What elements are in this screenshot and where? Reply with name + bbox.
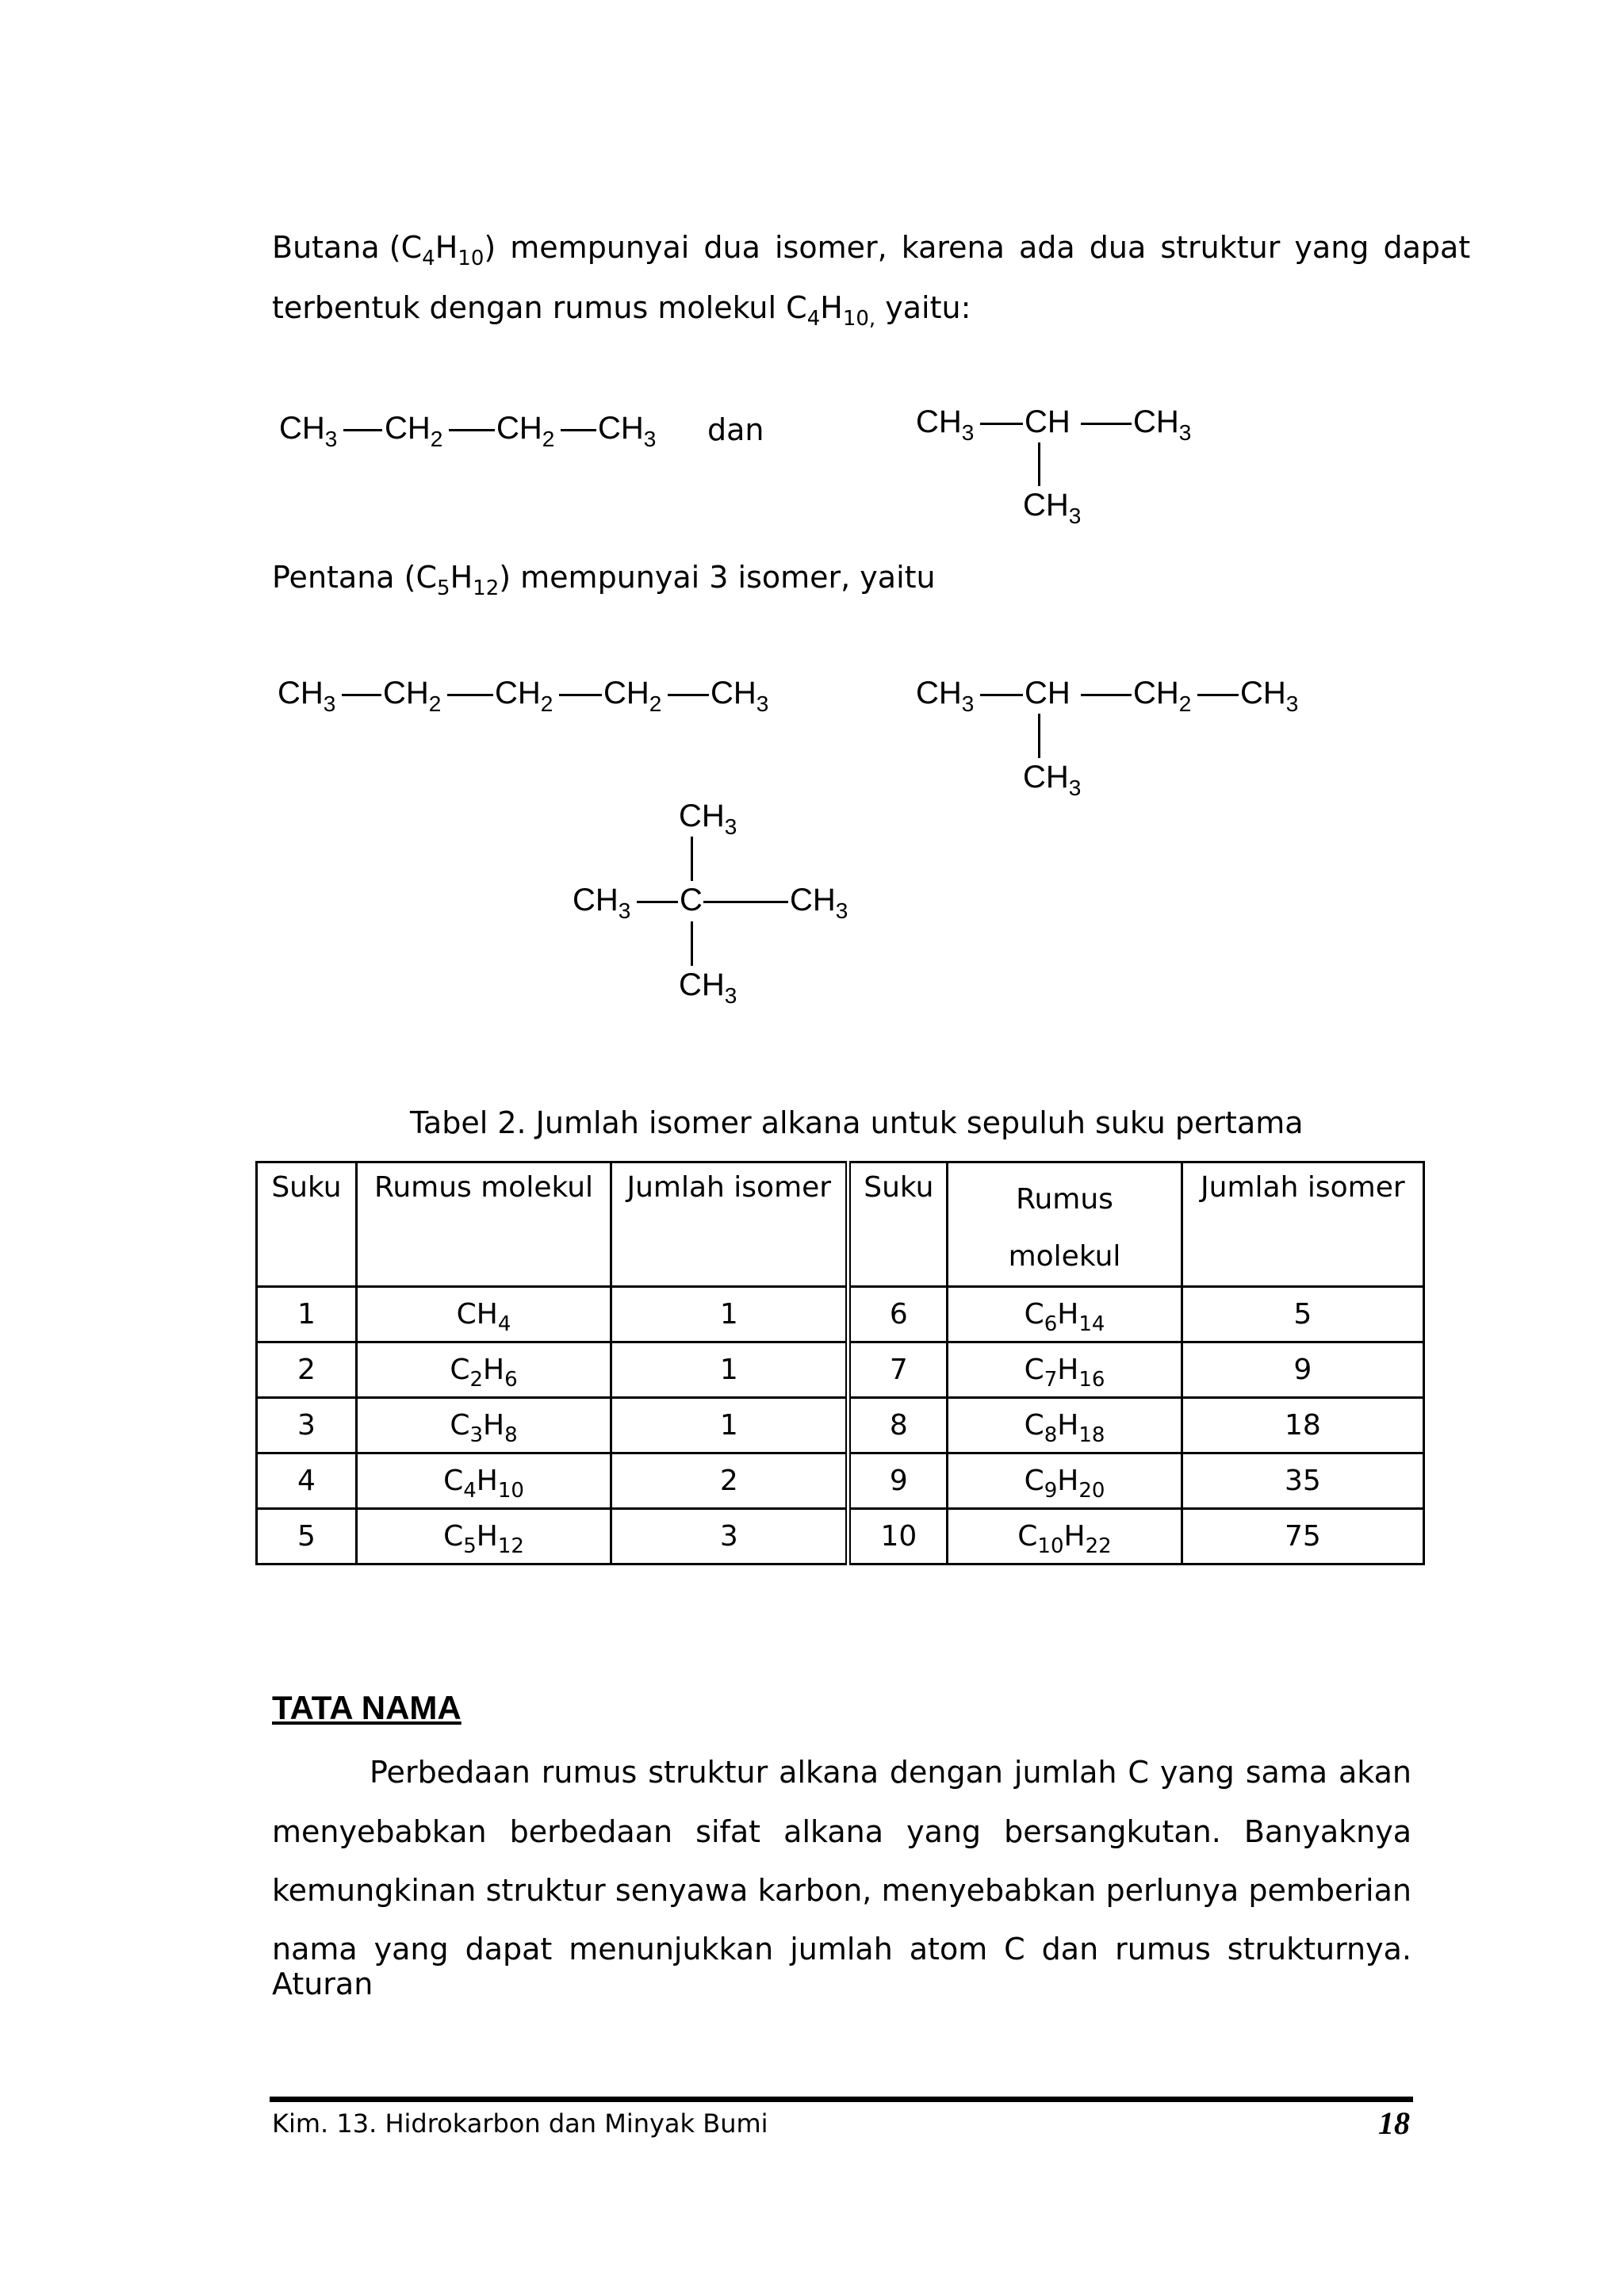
formula-cell: $C_8H_{18}$ [948,1398,1182,1453]
isomer-count-cell: 9 [1182,1342,1423,1398]
isomer-count-cell: 1 [611,1342,848,1398]
isomer-count-cell: 18 [1182,1398,1423,1453]
formula-cell: $C_2H_6$ [356,1342,611,1398]
header-suku-2: Suku [848,1162,948,1287]
formula-cell: $CH_4$ [356,1287,611,1342]
pentane-intro: Pentana $(C_5H_{12})$ mempunyai 3 isomer, yaitu [272,560,936,600]
isomer-count-cell: 1 [611,1398,848,1453]
section-heading: TATA NAMA [272,1689,462,1726]
isomer-count-cell: 35 [1182,1453,1423,1509]
header-rumus-molekul: Rumus molekul [356,1162,611,1287]
butane-intro-line1: Butana $(C_4H_{10})$ mempunyai dua isomer, karena ada dua struktur yang dapat [272,230,1471,270]
isomer-count-cell: 1 [611,1287,848,1342]
and-connector: dan [707,412,764,447]
suku-cell: 9 [848,1453,948,1509]
footer-title: Kim. 13. Hidrokarbon dan Minyak Bumi [272,2108,768,2139]
isomer-count-cell: 3 [611,1509,848,1564]
suku-cell: 1 [257,1287,357,1342]
table-row [257,1453,1424,1509]
suku-cell: 8 [848,1398,948,1453]
naming-paragraph-line4: nama yang dapat menunjukkan jumlah atom C dan rumus strukturnya. Aturan [272,1932,1411,2001]
table-row [257,1342,1424,1398]
suku-cell: 5 [257,1509,357,1564]
footer-rule [270,2097,1413,2102]
table-row [257,1287,1424,1342]
formula-cell: $C_3H_8$ [356,1398,611,1453]
page-number: 18 [1378,2105,1410,2141]
header-suku: Suku [257,1162,357,1287]
suku-cell: 4 [257,1453,357,1509]
formula-cell: $C_6H_{14}$ [948,1287,1182,1342]
suku-cell: 7 [848,1342,948,1398]
naming-paragraph-line1: Perbedaan rumus struktur alkana dengan jumlah C yang sama akan [370,1755,1411,1790]
table-header-row [257,1162,1424,1287]
butane-intro-line2: terbentuk dengan rumus molekul $C_4H_{10,}$ yaitu: [272,290,971,331]
formula-cell: $C_4H_{10}$ [356,1453,611,1509]
header-jumlah-isomer-2: Jumlah isomer [1182,1162,1423,1287]
naming-paragraph-line3: kemungkinan struktur senyawa karbon, menyebabkan perlunya pemberian [272,1873,1411,1908]
isomer-count-cell: 75 [1182,1509,1423,1564]
formula-cell: $C_9H_{20}$ [948,1453,1182,1509]
formula-cell: $C_7H_{16}$ [948,1342,1182,1398]
isomer-table [255,1161,1425,1565]
header-jumlah-isomer: Jumlah isomer [611,1162,848,1287]
suku-cell: 2 [257,1342,357,1398]
isomer-count-cell: 5 [1182,1287,1423,1342]
suku-cell: 3 [257,1398,357,1453]
table-row [257,1398,1424,1453]
header-rumus-molekul-2: Rumus molekul [948,1162,1182,1287]
table-caption: Tabel 2. Jumlah isomer alkana untuk sepuluh suku pertama [410,1105,1304,1140]
formula-cell: $C_{10}H_{22}$ [948,1509,1182,1564]
suku-cell: 6 [848,1287,948,1342]
naming-paragraph-line2: menyebabkan berbedaan sifat alkana yang bersangkutan. Banyaknya [272,1814,1411,1849]
formula-cell: $C_5H_{12}$ [356,1509,611,1564]
isomer-count-cell: 2 [611,1453,848,1509]
suku-cell: 10 [848,1509,948,1564]
table-row [257,1509,1424,1564]
